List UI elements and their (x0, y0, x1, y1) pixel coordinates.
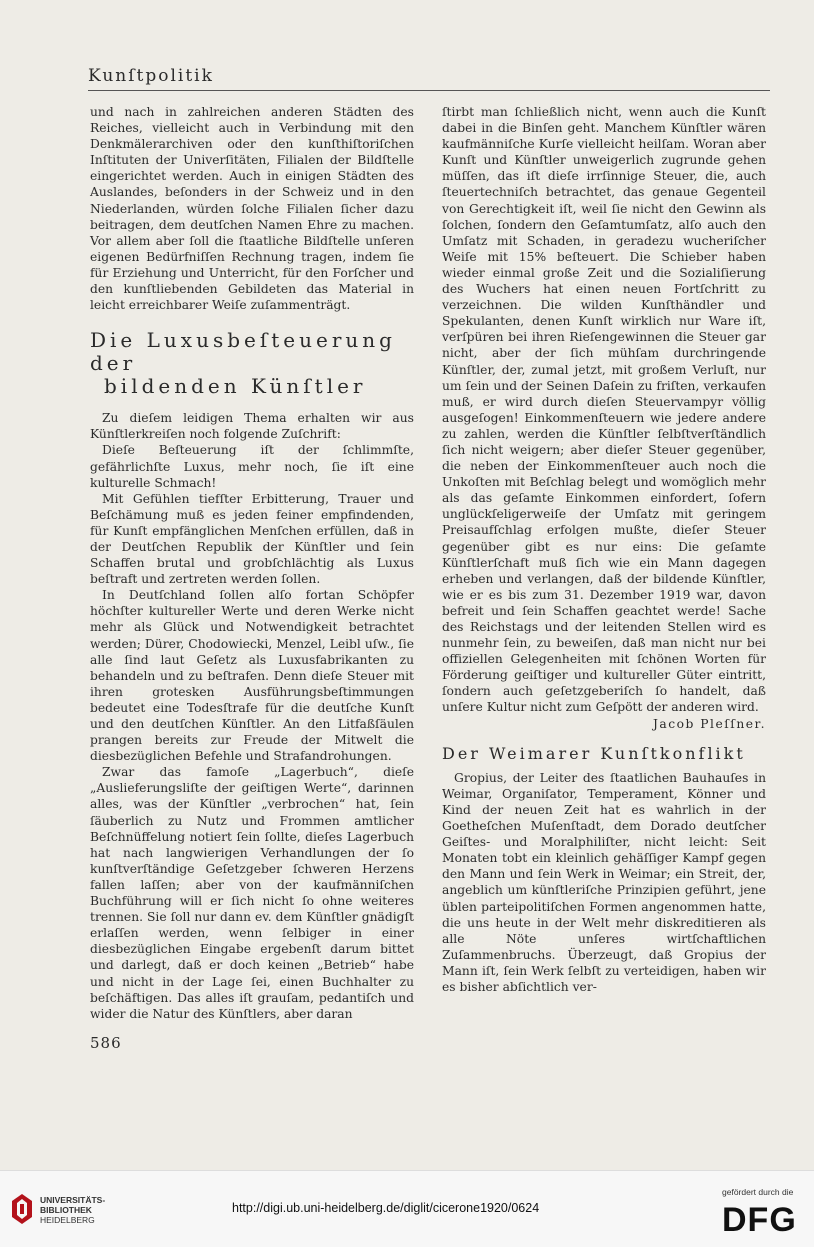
digital-copy-link[interactable]: http://digi.ub.uni-heidelberg.de/diglit/cicerone1920/0624 (232, 1201, 540, 1215)
article-heading-line-2: bildenden Künſtler (104, 374, 367, 399)
left-paragraph-1: und nach in zahlreichen anderen Städten des Reiches, vielleicht auch in Verbindung mit den Denkmälerarchiven oder den kunſthiſtoriſchen Inſtituten der Univerſitäten, Filialen der Bildſtelle eingerichtet werden. Auch in einigen Städten des Auslandes, beſonders in der Schweiz und in den Niederlanden, würden ſolche Filialen ſicher dazu beitragen, dem deutſchen Namen Ehre zu machen. Vor allem aber ſoll die ſtaatliche Bildſtelle unſeren eigenen Bedürfniſſen Rechnung tragen, indem ſie für Erziehung und Unterricht, für den Forſcher und den kunſtliebenden Gebildeten das Material in leicht erreichbarer Weiſe zuſammenträgt. (90, 105, 414, 313)
article-heading-weimar: Der Weimarer Kunſtkonflikt (442, 743, 746, 763)
article-heading-line-1: Die Luxusbeſteuerung der (90, 328, 396, 376)
article-heading-luxus (90, 329, 414, 398)
funding-note: gefördert durch die (722, 1187, 794, 1197)
university-seal-icon (10, 1193, 34, 1225)
left-paragraph-4: Mit Gefühlen tiefſter Erbitterung, Trauer und Beſchämung muß es jeden feiner empfindenden, für Kunſt empfänglichen Menſchen erfüllen, daß in der Deutſchen Republik der Künſtler und ſein Schaffen brutal und grobſchlächtig als Luxus beſtraft und zertreten werden ſollen. (90, 491, 414, 587)
left-paragraph-5: In Deutſchland ſollen alſo fortan Schöpfer höchſter kultureller Werte und deren Werke nicht mehr als Glück und Notwendigkeit betrachtet werden; Dürer, Chodowiecki, Menzel, Leibl uſw., ſie alle ſind laut Geſetz als Luxusfabrikanten zu behandeln und zu beſtrafen. Denn dieſe Steuer mit ihren grotesken Ausführungsbeſtimmungen bedeutet eine Todesſtrafe für die deutſche Kunſt und den deutſchen Künſtler. An den Litfaßſäulen prangen bereits zur Freude der Mitwelt die diesbezüglichen Befehle und Strafandrohungen. (90, 588, 414, 764)
left-paragraph-3: Dieſe Beſteuerung iſt der ſchlimmſte, gefährlichſte Luxus, mehr noch, ſie iſt eine kulturelle Schmach! (90, 443, 414, 490)
library-name-line-1: UNIVERSITÄTS- (40, 1195, 106, 1205)
right-paragraph-1: ſtirbt man ſchließlich nicht, wenn auch die Kunſt dabei in die Binſen geht. Manchem Künſtler wären kaufmänniſche Kurſe vielleicht heilſam. Woran aber Kunſt und Künſtler unweigerlich zugrunde gehen müſſen, das iſt dieſe irrſinnige Steuer, die, auch ſteuertechniſch betrachtet, das genaue Gegenteil von Gerechtigkeit iſt, weil ſie nicht den Gewinn als ſolchen, ſondern den Geſamtumſatz, alſo auch den Umſatz mit Schaden, in geradezu wucheriſcher Weiſe mit 15% beſteuert. Die Schieber haben wieder einmal große Zeit und die Sozialiſierung des Wuchers hat einen neuen Fortſchritt zu verzeichnen. Die wilden Kunſthändler und Spekulanten, denen Kunſt wirklich nur Ware iſt, verſpüren bei ihren Rieſengewinnen die Steuer gar nicht, aber der ſich mühſam durchringende Künſtler, der, zumal jetzt, mit großem Verluſt, nur um ſein und der Seinen Daſein zu friſten, verkaufen muß, er wird durch dieſen Steuervampyr völlig ausgeſogen! Einkommenſteuern wie jedere andere zu zahlen, werden die Künſtler ſelbſtverſtändlich ſich nicht weigern; aber dieſer Steuer gegenüber, die neben der Einkommenſteuer auch noch die Unkoſten mit Beſchlag belegt und womöglich mehr als das geſamte Einkommen einfordert, ſofern unglückſeligerweiſe der Umſatz mit geringem Preisaufſchlag erfolgen mußte, dieſer Steuer gegenüber gibt es nur eins: Die geſamte Künſtlerſchaft muß ſich wie ein Mann dagegen erheben und verlangen, daß der bildende Künſtler, wie er es bis zum 31. Dezember 1919 war, davon befreit und ſein Schaffen geachtet werde! Sache des Reichstags und der leitenden Stellen wird es nunmehr ſein, zu beweiſen, daß man nicht nur bei offiziellen Gelegenheiten mit ſchönen Worten für Förderung geiſtiger und kultureller Güter eintritt, ſondern auch geſetzgeberiſch ſo handelt, daß unſere Kultur nicht zum Geſpött der anderen wird. (442, 105, 766, 715)
right-paragraph-2: Gropius, der Leiter des ſtaatlichen Bauhauſes in Weimar, Organiſator, Temperament, Könner und Kind der neuen Zeit hat es wahrlich in der Goetheſchen Muſenſtadt, dem Dorado deutſcher Geiſtes- und Moralphiliſter, nicht leicht: Seit Monaten tobt ein kleinlich gehäſſiger Kampf gegen den Mann und ſein Werk in Weimar; ein Streit, der, angeblich um künſtleriſche Prinzipien geführt, jene üblen parteipolitiſchen Formen angenommen hatte, die uns heute in der Welt mehr diskreditieren als alle Nöte unſeres wirtſchaftlichen Zuſammenbruchs. Überzeugt, daß Gropius der Mann iſt, ſein Werk ſelbſt zu verteidigen, haben wir es bisher abſichtlich ver- (442, 770, 766, 994)
header-rule (88, 90, 770, 91)
left-paragraph-6: Zwar das famoſe „Lagerbuch“, dieſe „Auslieferungsliſte der geiſtigen Werte“, darinnen alles, was der Künſtler „verbrochen“ hat, ſein ſäuberlich zu Nutz und Frommen amtlicher Beſchnüffelung notiert ſein ſollte, dieſes Lagerbuch hat nach langwierigen Verhandlungen der ſo kunſtverſtändige Geſetzgeber ſchweren Herzens fallen laſſen; aber von der kaufmänniſchen Buchführung will er ſich nicht ſo ohne weiteres trennen. Sie ſoll nur dann ev. dem Künſtler gnädigſt erlaſſen werden, wenn ſelbiger in einer diesbezüglichen Eingabe ergebenſt darum bittet und darlegt, daß er doch keinen „Betrieb“ habe und nicht in der Lage ſei, einen Buchhalter zu beſchäftigen. Das alles iſt grauſam, pedantiſch und wider die Natur des Künſtlers, aber daran (90, 765, 414, 1021)
right-column (442, 104, 766, 995)
left-column (90, 104, 414, 1022)
dfg-logo-text: DFG (722, 1201, 797, 1235)
running-title: Kunſtpolitik (88, 66, 214, 86)
footer-bar (0, 1170, 814, 1247)
page-number: 586 (90, 1034, 122, 1052)
library-name-line-2: BIBLIOTHEK (40, 1205, 92, 1215)
dfg-logo-icon (722, 1201, 804, 1235)
library-logo-text (40, 1195, 105, 1225)
author-signature: Jacob Pleſſner. (652, 716, 766, 731)
library-name-line-3: HEIDELBERG (40, 1215, 95, 1225)
left-paragraph-2: Zu dieſem leidigen Thema erhalten wir aus Künſtlerkreiſen noch folgende Zuſchrift: (90, 411, 414, 442)
